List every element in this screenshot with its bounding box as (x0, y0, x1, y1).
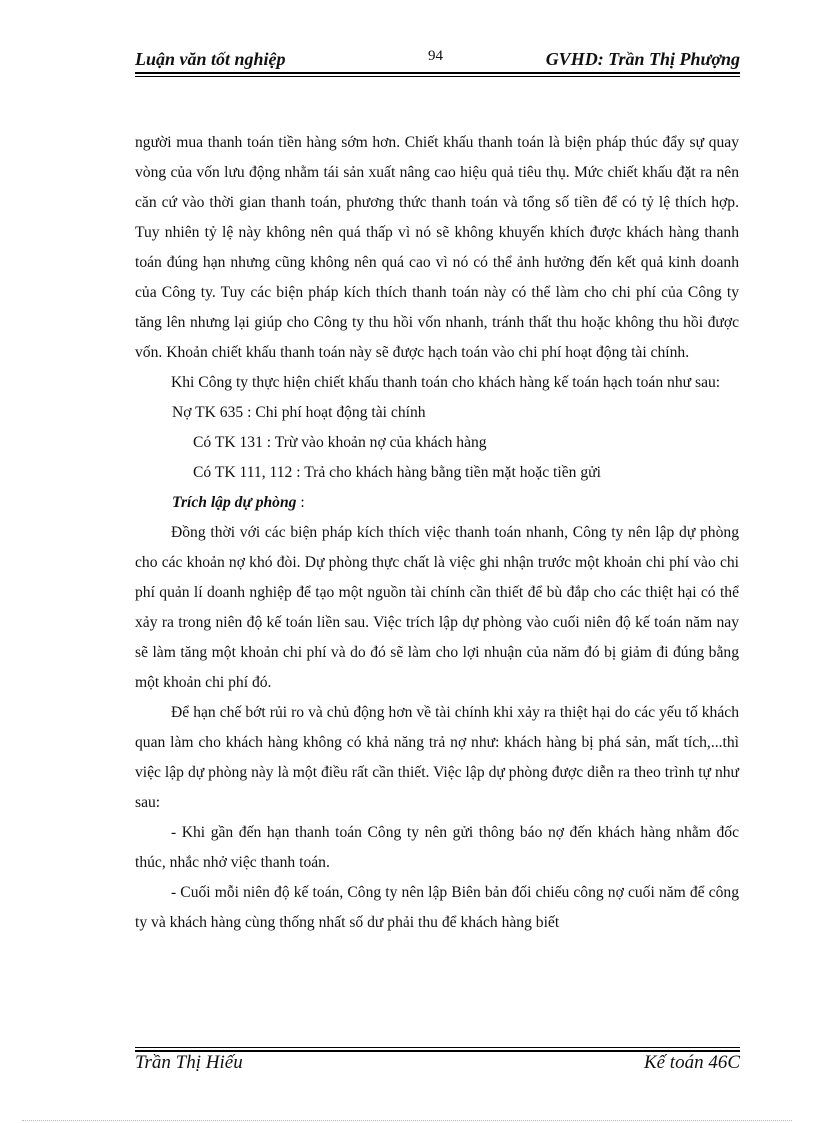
header-thesis-title: Luận văn tốt nghiệp (135, 49, 286, 69)
section-heading (135, 488, 739, 518)
page-edge (22, 1120, 792, 1121)
footer-author: Trần Thị Hiếu (135, 1052, 243, 1073)
page-footer (135, 1052, 740, 1078)
page-number: 94 (428, 48, 443, 64)
document-body (135, 128, 739, 938)
paragraph-provision-definition: Đồng thời với các biện pháp kích thích việc thanh toán nhanh, Công ty nên lập dự phòng cho các khoản nợ khó đòi. Dự phòng thực chất là việc ghi nhận trước một khoản chi phí vào chi phí quản lí doanh nghiệp để tạo một nguồn tài chính cần thiết để bù đắp cho các thiệt hại có thể xảy ra trong niên độ kế toán liền sau. Việc trích lập dự phòng vào cuối niên độ kế toán năm nay sẽ làm tăng một khoản chi phí và do đó sẽ làm cho lợi nhuận của năm đó bị giảm đi đúng bằng một khoản chi phí đó. (135, 524, 739, 691)
list-item-reconciliation: - Cuối mỗi niên độ kế toán, Công ty nên lập Biên bản đối chiếu công nợ cuối năm để công ty và khách hàng cùng thống nhất số dư phải thu để khách hàng biết (135, 884, 739, 931)
header-divider (135, 72, 740, 77)
list-item-debt-notice: - Khi gần đến hạn thanh toán Công ty nên gửi thông báo nợ đến khách hàng nhằm đốc thúc, nhắc nhở việc thanh toán. (135, 824, 739, 871)
paragraph-accounting-intro: Khi Công ty thực hiện chiết khấu thanh toán cho khách hàng kế toán hạch toán như sau: (171, 374, 721, 391)
journal-entry-credit-111-112: Có TK 111, 112 : Trả cho khách hàng bằng tiền mặt hoặc tiền gửi (193, 464, 601, 481)
footer-class: Kế toán 46C (643, 1052, 740, 1073)
journal-entry-credit-131: Có TK 131 : Trừ vào khoản nợ của khách hàng (193, 434, 487, 451)
section-heading-colon: : (296, 494, 305, 511)
page-header (135, 46, 740, 72)
journal-entry-debit: Nợ TK 635 : Chi phí hoạt động tài chính (172, 404, 426, 421)
header-supervisor: GVHD: Trần Thị Phượng (545, 49, 740, 69)
paragraph-discount-continuation: người mua thanh toán tiền hàng sớm hơn. Chiết khấu thanh toán là biện pháp thúc đẩy sự quay vòng của vốn lưu động nhằm tái sản xuất nâng cao hiệu quả tiêu thụ. Mức chiết khấu đặt ra nên căn cứ vào thời gian thanh toán, phương thức thanh toán và tổng số tiền để có tỷ lệ thích hợp. Tuy nhiên tỷ lệ này không nên quá thấp vì nó sẽ không khuyến khích được khách hàng thanh toán đúng hạn nhưng cũng không nên quá cao vì nó có thể ảnh hưởng đến kết quả kinh doanh của Công ty. Tuy các biện pháp kích thích thanh toán này có thể làm cho chi phí của Công ty tăng lên nhưng lại giúp cho Công ty thu hồi vốn nhanh, tránh thất thu hoặc không thu hồi được vốn. Khoản chiết khấu thanh toán này sẽ được hạch toán vào chi phí hoạt động tài chính. (135, 134, 739, 361)
paragraph-provision-purpose: Để hạn chế bớt rủi ro và chủ động hơn về tài chính khi xảy ra thiệt hại do các yếu tố khách quan làm cho khách hàng không có khả năng trả nợ như: khách hàng bị phá sản, mất tích,...thì việc lập dự phòng này là một điều rất cần thiết. Việc lập dự phòng được diễn ra theo trình tự như sau: (135, 704, 739, 811)
section-heading-text: Trích lập dự phòng (172, 494, 297, 511)
